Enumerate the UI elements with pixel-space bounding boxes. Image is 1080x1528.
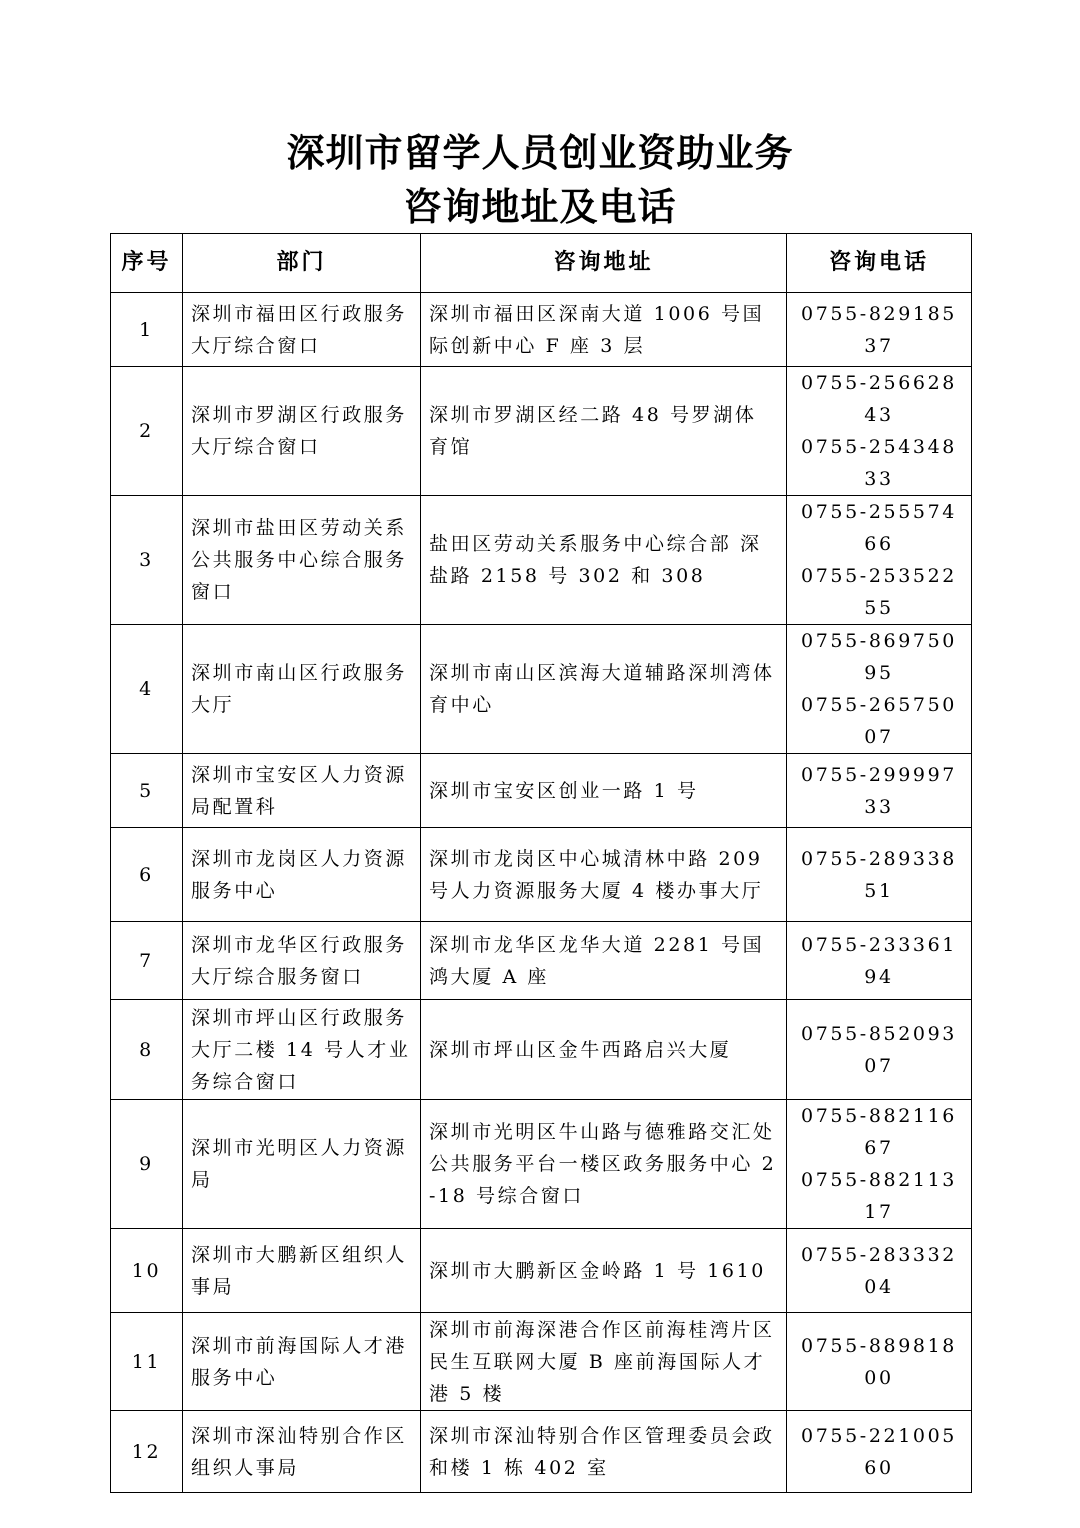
row-address: 深圳市宝安区创业一路 1 号 (421, 754, 787, 828)
table-row (111, 828, 972, 922)
row-number: 10 (111, 1229, 183, 1313)
row-address: 深圳市南山区滨海大道辅路深圳湾体育中心 (421, 625, 787, 754)
row-phone-cell (787, 1411, 972, 1493)
row-phone-cell (787, 828, 972, 922)
row-phone-cell (787, 496, 972, 625)
table-row (111, 293, 972, 367)
row-address: 深圳市罗湖区经二路 48 号罗湖体育馆 (421, 367, 787, 496)
table-row (111, 1100, 972, 1229)
phone-number: 0755-82918537 (801, 302, 957, 357)
row-department: 深圳市大鹏新区组织人事局 (183, 1229, 421, 1313)
header-phone: 咨询电话 (787, 234, 972, 293)
row-number: 4 (111, 625, 183, 754)
row-number: 6 (111, 828, 183, 922)
row-phone-cell (787, 754, 972, 828)
phone-number: 0755-88981800 (801, 1334, 957, 1389)
row-number: 12 (111, 1411, 183, 1493)
table-row (111, 367, 972, 496)
table-row (111, 922, 972, 1000)
header-addr: 咨询地址 (421, 234, 787, 293)
row-number: 9 (111, 1100, 183, 1229)
row-number: 11 (111, 1313, 183, 1411)
row-phone-cell (787, 367, 972, 496)
row-department: 深圳市罗湖区行政服务大厅综合窗口 (183, 367, 421, 496)
table-row (111, 496, 972, 625)
phone-number: 0755-86975095 (801, 630, 957, 684)
row-department: 深圳市龙华区行政服务大厅综合服务窗口 (183, 922, 421, 1000)
title-line-1: 深圳市留学人员创业资助业务 (286, 131, 794, 175)
table-row (111, 625, 972, 754)
row-department: 深圳市前海国际人才港服务中心 (183, 1313, 421, 1411)
row-phone-cell (787, 625, 972, 754)
row-number: 1 (111, 293, 183, 367)
phone-number: 0755-85209307 (801, 1022, 957, 1077)
row-department: 深圳市福田区行政服务大厅综合窗口 (183, 293, 421, 367)
table-header-row (111, 234, 972, 293)
row-number: 8 (111, 1000, 183, 1100)
row-department: 深圳市坪山区行政服务大厅二楼 14 号人才业务综合窗口 (183, 1000, 421, 1100)
title-line-2: 咨询地址及电话 (403, 185, 677, 229)
contact-table (110, 233, 972, 1493)
row-phone-cell (787, 922, 972, 1000)
phone-number: 0755-25557466 (801, 501, 957, 555)
row-address: 深圳市前海深港合作区前海桂湾片区民生互联网大厦 B 座前海国际人才港 5 楼 (421, 1313, 787, 1411)
row-department: 深圳市盐田区劳动关系公共服务中心综合服务窗口 (183, 496, 421, 625)
phone-number: 0755-23336194 (801, 933, 957, 988)
phone-number: 0755-26575007 (801, 694, 957, 748)
row-department: 深圳市光明区人力资源局 (183, 1100, 421, 1229)
row-department: 深圳市龙岗区人力资源服务中心 (183, 828, 421, 922)
row-address: 深圳市大鹏新区金岭路 1 号 1610 (421, 1229, 787, 1313)
header-no: 序号 (111, 234, 183, 293)
phone-number: 0755-25662843 (801, 372, 957, 426)
phone-number: 0755-88211317 (801, 1169, 957, 1223)
row-number: 3 (111, 496, 183, 625)
row-address: 深圳市坪山区金牛西路启兴大厦 (421, 1000, 787, 1100)
row-address: 深圳市龙岗区中心城清林中路 209 号人力资源服务大厦 4 楼办事大厅 (421, 828, 787, 922)
row-address: 深圳市光明区牛山路与德雅路交汇处公共服务平台一楼区政务服务中心 2-18 号综合窗口 (421, 1100, 787, 1229)
row-address: 深圳市龙华区龙华大道 2281 号国鸿大厦 A 座 (421, 922, 787, 1000)
table-body (111, 293, 972, 1493)
table-row (111, 754, 972, 828)
row-phone-cell (787, 1000, 972, 1100)
table-row (111, 1229, 972, 1313)
row-department: 深圳市宝安区人力资源局配置科 (183, 754, 421, 828)
row-address: 盐田区劳动关系服务中心综合部 深盐路 2158 号 302 和 308 (421, 496, 787, 625)
row-phone-cell (787, 1313, 972, 1411)
phone-number: 0755-22100560 (801, 1424, 957, 1479)
row-number: 5 (111, 754, 183, 828)
table-row (111, 1313, 972, 1411)
row-number: 7 (111, 922, 183, 1000)
row-phone-cell (787, 293, 972, 367)
row-address: 深圳市深汕特别合作区管理委员会政和楼 1 栋 402 室 (421, 1411, 787, 1493)
phone-number: 0755-29999733 (801, 763, 957, 818)
row-phone-cell (787, 1229, 972, 1313)
row-department: 深圳市南山区行政服务大厅 (183, 625, 421, 754)
table-row (111, 1000, 972, 1100)
phone-number: 0755-28933851 (801, 847, 957, 902)
phone-number: 0755-25434833 (801, 436, 957, 490)
row-number: 2 (111, 367, 183, 496)
phone-number: 0755-88211667 (801, 1105, 957, 1159)
table-row (111, 1411, 972, 1493)
phone-number: 0755-28333204 (801, 1243, 957, 1298)
header-dept: 部门 (183, 234, 421, 293)
phone-number: 0755-25352255 (801, 565, 957, 619)
page-title (0, 126, 1080, 234)
row-department: 深圳市深汕特别合作区组织人事局 (183, 1411, 421, 1493)
row-address: 深圳市福田区深南大道 1006 号国际创新中心 F 座 3 层 (421, 293, 787, 367)
row-phone-cell (787, 1100, 972, 1229)
